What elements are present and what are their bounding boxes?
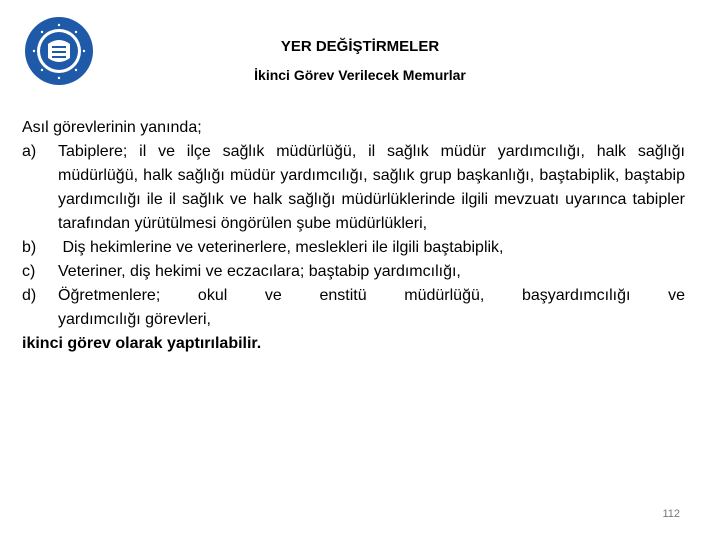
list-marker: a) — [22, 143, 37, 160]
list-marker: b) — [22, 239, 37, 256]
intro-text: Asıl görevlerinin yanında; — [22, 119, 202, 136]
list-item — [22, 284, 685, 332]
assignment-list — [22, 140, 685, 332]
closing-text: ikinci görev olarak yaptırılabilir. — [22, 335, 262, 352]
list-item-text-group — [58, 284, 685, 332]
list-item — [22, 140, 685, 236]
page-number: 112 — [662, 508, 680, 520]
page-subtitle: İkinci Görev Verilecek Memurlar — [254, 67, 466, 83]
page-title: YER DEĞİŞTİRMELER — [280, 38, 440, 55]
list-item — [22, 236, 685, 260]
list-item — [22, 260, 685, 284]
list-item-text: Öğretmenlere; okul ve enstitü müdürlüğü, başyardımcılığı ve — [58, 287, 685, 304]
list-item-text: yardımcılığı görevleri, — [58, 311, 211, 328]
list-marker: d) — [22, 287, 37, 304]
list-item-text: Veteriner, diş hekimi ve eczacılara; baştabip yardımcılığı, — [58, 263, 461, 280]
list-marker: c) — [22, 263, 36, 280]
list-item-text: Tabiplere; il ve ilçe sağlık müdürlüğü, il sağlık müdür yardımcılığı, halk sağlığı müdürlüğü, halk sağlığı müdür yardımcılığı, sağlık grup başkanlığı, baştabiplik, baştabip yardımcılığı ile il sağlık ve halk sağlığı müdürlüklerinde ilgili mevzuatı uyarınca tabipler tarafından yürütülmesi öngörülen şube müdürlükleri, — [58, 143, 685, 232]
list-item-text: Diş hekimlerine ve veterinerlere, meslekleri ile ilgili baştabiplik, — [58, 239, 504, 256]
content-block — [22, 116, 685, 356]
